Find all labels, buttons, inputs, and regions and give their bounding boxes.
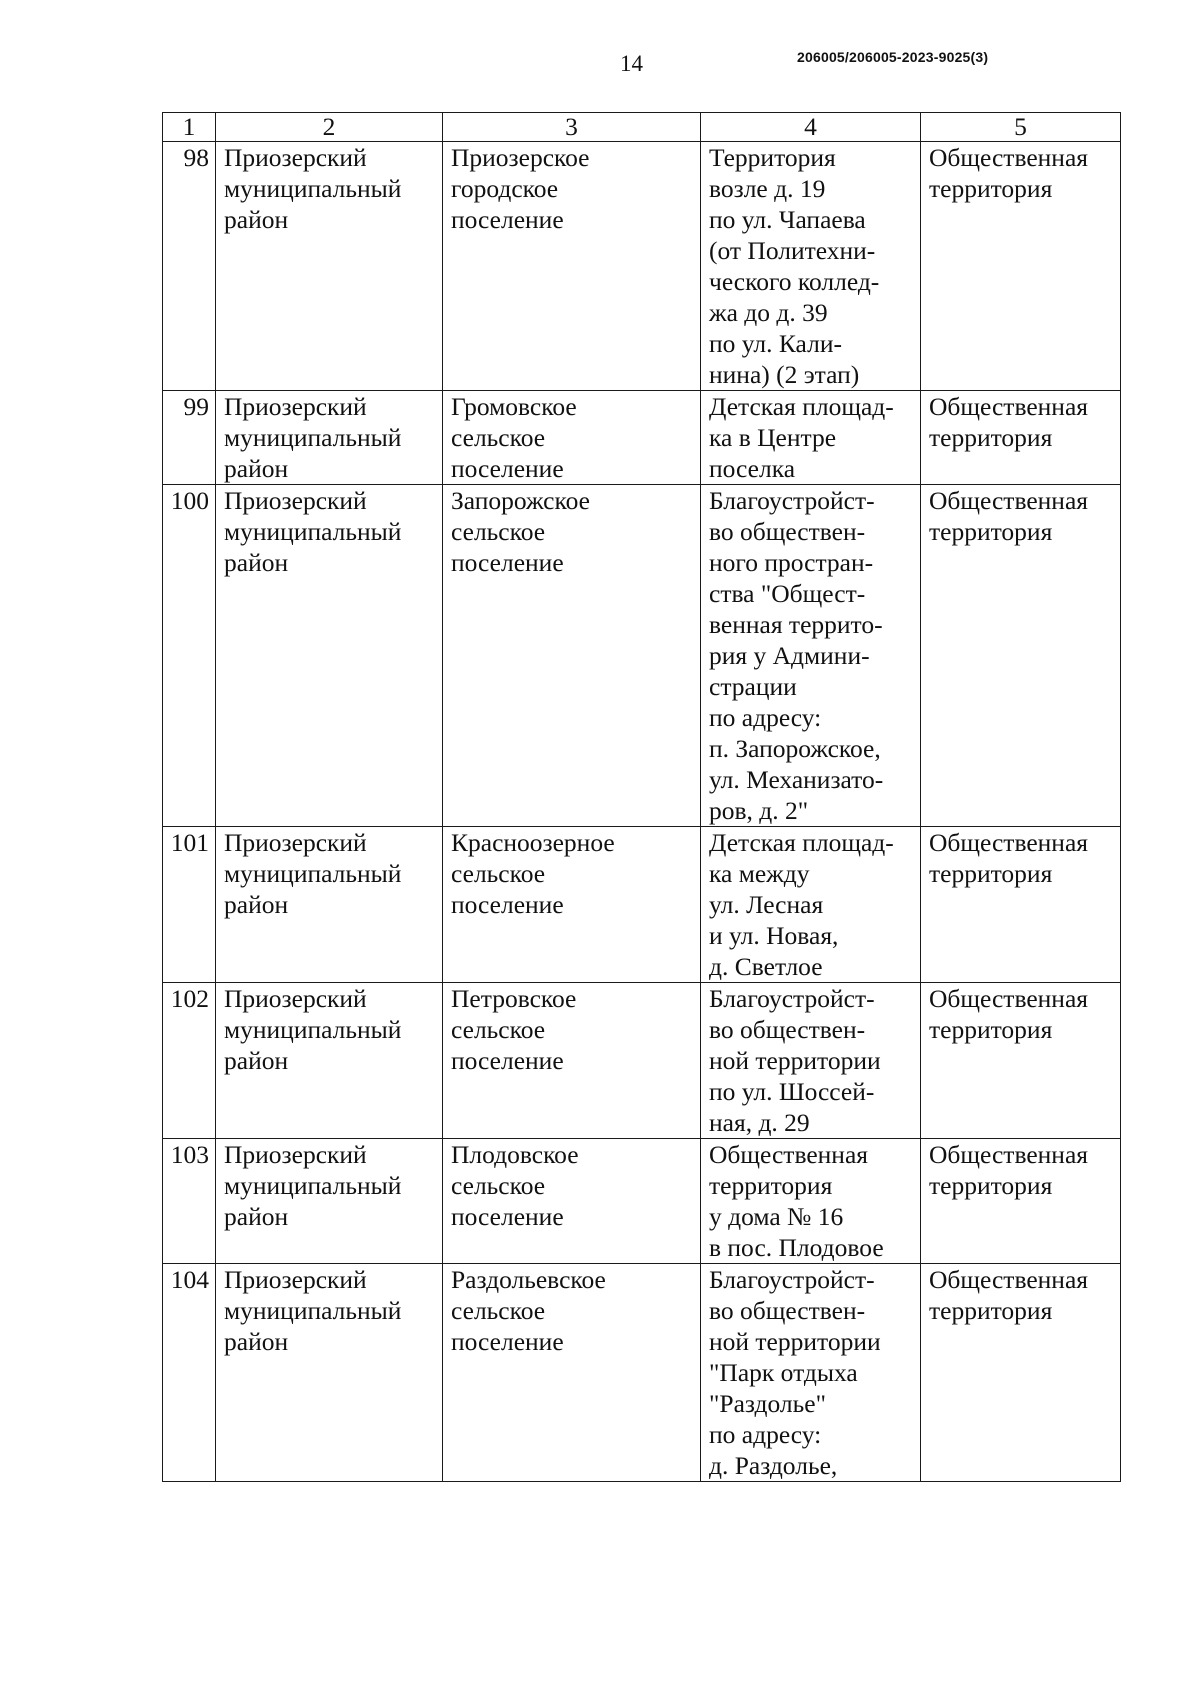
table-row xyxy=(163,827,1121,983)
settlement-cell: Раздольевское сельское поселение xyxy=(443,1264,701,1482)
district-cell: Приозерский муниципальный район xyxy=(216,983,443,1139)
object-cell: Детская площад- ка в Центре поселка xyxy=(701,391,921,485)
territory-type-cell: Общественная территория xyxy=(921,983,1121,1139)
object-cell: Территория возле д. 19 по ул. Чапаева (от Политехни- ческого коллед- жа до д. 39 по ул. Кали- нина) (2 этап) xyxy=(701,142,921,391)
row-number: 103 xyxy=(163,1139,216,1264)
table-row xyxy=(163,1264,1121,1482)
territory-type-cell: Общественная территория xyxy=(921,142,1121,391)
settlement-cell: Запорожское сельское поселение xyxy=(443,485,701,827)
settlement-cell: Плодовское сельское поселение xyxy=(443,1139,701,1264)
object-cell: Благоустройст- во обществен- ной территории "Парк отдыха "Раздолье" по адресу: д. Раздолье, xyxy=(701,1264,921,1482)
district-cell: Приозерский муниципальный район xyxy=(216,485,443,827)
district-cell: Приозерский муниципальный район xyxy=(216,391,443,485)
object-cell: Благоустройст- во обществен- ного простран- ства "Общест- венная террито- рия у Админи- страции по адресу: п. Запорожское, ул. Механизато- ров, д. 2" xyxy=(701,485,921,827)
column-header-1: 1 xyxy=(163,113,216,142)
territory-type-cell: Общественная территория xyxy=(921,1139,1121,1264)
document-id: 206005/206005-2023-9025(3) xyxy=(797,49,989,65)
row-number: 99 xyxy=(163,391,216,485)
territory-type-cell: Общественная территория xyxy=(921,485,1121,827)
district-cell: Приозерский муниципальный район xyxy=(216,142,443,391)
district-cell: Приозерский муниципальный район xyxy=(216,1264,443,1482)
territory-type-cell: Общественная территория xyxy=(921,827,1121,983)
table-row xyxy=(163,391,1121,485)
row-number: 104 xyxy=(163,1264,216,1482)
page-number: 14 xyxy=(620,51,643,76)
settlement-cell: Громовское сельское поселение xyxy=(443,391,701,485)
table-row xyxy=(163,1139,1121,1264)
object-cell: Детская площад- ка между ул. Лесная и ул. Новая, д. Светлое xyxy=(701,827,921,983)
row-number: 102 xyxy=(163,983,216,1139)
district-cell: Приозерский муниципальный район xyxy=(216,1139,443,1264)
settlement-cell: Красноозерное сельское поселение xyxy=(443,827,701,983)
territory-type-cell: Общественная территория xyxy=(921,1264,1121,1482)
object-cell: Благоустройст- во обществен- ной территории по ул. Шоссей- ная, д. 29 xyxy=(701,983,921,1139)
territories-table xyxy=(162,112,1121,1482)
column-number-row xyxy=(163,113,1121,142)
row-number: 100 xyxy=(163,485,216,827)
table-row xyxy=(163,485,1121,827)
row-number: 98 xyxy=(163,142,216,391)
object-cell: Общественная территория у дома № 16 в пос. Плодовое xyxy=(701,1139,921,1264)
column-header-2: 2 xyxy=(216,113,443,142)
table-row xyxy=(163,142,1121,391)
settlement-cell: Приозерское городское поселение xyxy=(443,142,701,391)
settlement-cell: Петровское сельское поселение xyxy=(443,983,701,1139)
table-row xyxy=(163,983,1121,1139)
column-header-5: 5 xyxy=(921,113,1121,142)
district-cell: Приозерский муниципальный район xyxy=(216,827,443,983)
territory-type-cell: Общественная территория xyxy=(921,391,1121,485)
column-header-4: 4 xyxy=(701,113,921,142)
row-number: 101 xyxy=(163,827,216,983)
column-header-3: 3 xyxy=(443,113,701,142)
